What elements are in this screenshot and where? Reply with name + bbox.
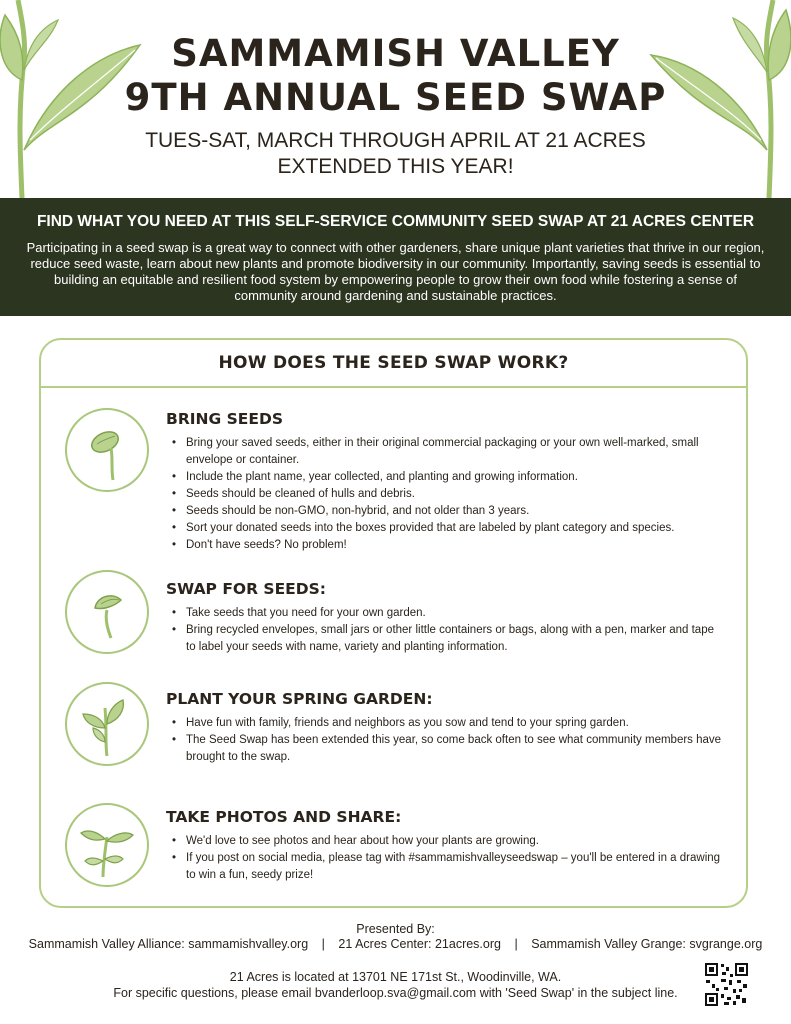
- section-title: PLANT YOUR SPRING GARDEN:: [166, 690, 433, 708]
- qr-code-icon[interactable]: [704, 962, 749, 1007]
- list-item: • Bring recycled envelopes, small jars or other little containers or bags, along with a pen, marker and tape to label your seeds with name, variety and planting information.: [166, 622, 726, 656]
- event-title-line2: 9TH ANNUAL SEED SWAP: [124, 76, 667, 119]
- contact-line: For specific questions, please email bvanderloop.sva@gmail.com with 'Seed Swap' in the subject line.: [113, 986, 678, 1000]
- card-title: HOW DOES THE SEED SWAP WORK?: [218, 353, 569, 373]
- list-item: • Have fun with family, friends and neighbors as you sow and tend to your spring garden.: [166, 715, 726, 732]
- seedling-icon: [65, 682, 149, 766]
- location-line: 21 Acres is located at 13701 NE 171st St., Woodinville, WA.: [229, 970, 562, 984]
- list-item: • Seeds should be cleaned of hulls and debris.: [166, 486, 726, 503]
- list-item: • The Seed Swap has been extended this year, so come back often to see what community members have brought to the swap.: [166, 732, 726, 766]
- growing-plant-icon: [65, 803, 149, 887]
- section-title: TAKE PHOTOS AND SHARE:: [166, 808, 402, 826]
- intro-banner: [0, 198, 791, 316]
- list-item: • Bring your saved seeds, either in their original commercial packaging or your own well-marked, small envelope or container.: [166, 435, 726, 469]
- sponsor-sva: Sammamish Valley Alliance: sammamishvalley.org: [28, 937, 309, 951]
- header: [0, 0, 791, 198]
- separator: |: [514, 937, 518, 951]
- separator: |: [321, 937, 325, 951]
- banner-title: FIND WHAT YOU NEED AT THIS SELF-SERVICE COMMUNITY SEED SWAP AT 21 ACRES CENTER: [36, 213, 755, 230]
- presented-by-label: Presented By:: [356, 922, 435, 936]
- sponsors-line: [0, 937, 791, 951]
- how-it-works-card: [39, 338, 748, 908]
- section-bring-seeds: [166, 410, 726, 554]
- section-swap-for-seeds: [166, 580, 726, 656]
- banner-text: Participating in a seed swap is a great way to connect with other gardeners, share unique plant varieties that thrive in our region, reduce seed waste, learn about new plants and promote biodiversity in our community. Importantly, saving seeds is essential to building an equitable and resilient food system by empowering people to grow their own food while fostering a sense of community around gardening and sustainable practices.: [26, 240, 765, 303]
- bullet-list: [166, 833, 726, 884]
- event-extension-note: EXTENDED THIS YEAR!: [277, 155, 514, 178]
- seed-sprout-icon: [65, 408, 149, 492]
- sprouting-seed-icon: [65, 570, 149, 654]
- card-header: [41, 340, 746, 388]
- list-item: • If you post on social media, please tag with #sammamishvalleyseedswap – you'll be entered in a drawing to win a fun, seedy prize!: [166, 850, 726, 884]
- list-item: • Don't have seeds? No problem!: [166, 537, 726, 554]
- bullet-list: [166, 605, 726, 656]
- list-item: • Include the plant name, year collected, and planting and growing information.: [166, 469, 726, 486]
- section-title: BRING SEEDS: [166, 410, 283, 428]
- list-item: • We'd love to see photos and hear about how your plants are growing.: [166, 833, 726, 850]
- sponsor-21acres: 21 Acres Center: 21acres.org: [338, 937, 501, 951]
- bullet-list: [166, 715, 726, 766]
- list-item: • Sort your donated seeds into the boxes provided that are labeled by plant category and species.: [166, 520, 726, 537]
- list-item: • Seeds should be non-GMO, non-hybrid, and not older than 3 years.: [166, 503, 726, 520]
- section-plant-garden: [166, 690, 726, 766]
- event-title-line1: SAMMAMISH VALLEY: [171, 32, 620, 75]
- list-item: • Take seeds that you need for your own garden.: [166, 605, 726, 622]
- bullet-list: [166, 435, 726, 554]
- section-take-photos: [166, 808, 726, 884]
- sponsor-grange: Sammamish Valley Grange: svgrange.org: [531, 937, 763, 951]
- section-title: SWAP FOR SEEDS:: [166, 580, 326, 598]
- event-schedule: TUES-SAT, MARCH THROUGH APRIL AT 21 ACRES: [145, 129, 646, 152]
